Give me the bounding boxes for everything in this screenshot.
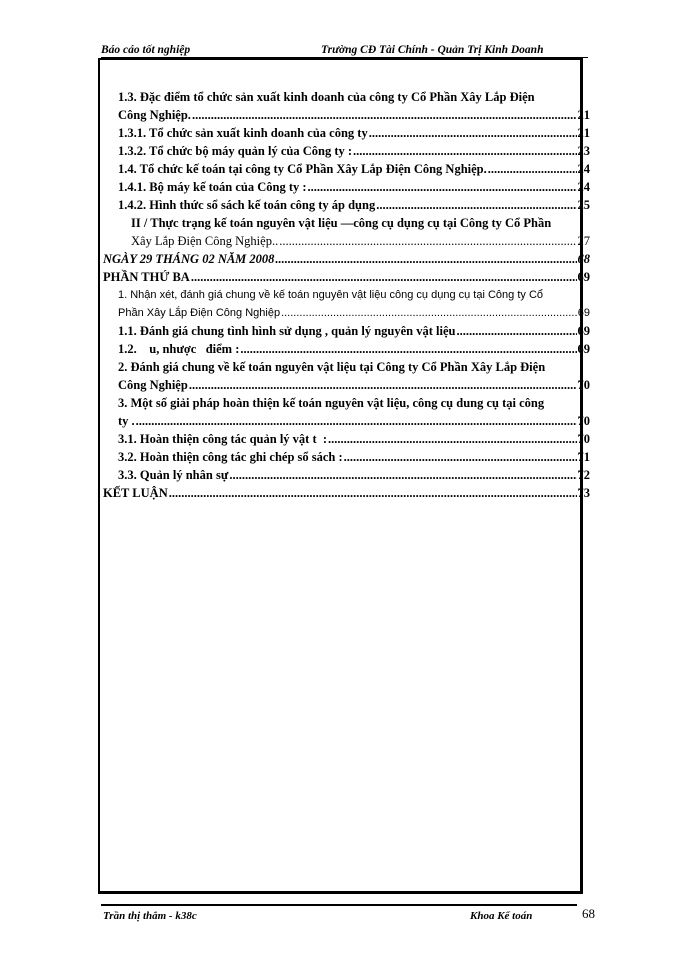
toc-page-number: 24 xyxy=(577,180,590,194)
toc-page-number: 21 xyxy=(577,126,590,140)
toc-entry[interactable]: 1.3. Đặc điểm tổ chức sản xuất kinh doanh của công ty Cổ Phần Xây Lắp Điện xyxy=(118,90,535,104)
table-of-contents xyxy=(103,88,590,502)
toc-page-number: 21 xyxy=(577,108,590,122)
toc-entry[interactable]: 1.1. Đánh giá chung tình hình sử dụng , quản lý nguyên vật liệu ..... 69 xyxy=(103,322,590,340)
page-number: 68 xyxy=(582,906,595,921)
toc-page-number: 72 xyxy=(577,468,590,482)
toc-entry[interactable]: 2. Đánh giá chung về kế toán nguyên vật liệu tại Công ty Cổ Phần Xây Lắp Điện xyxy=(118,360,546,374)
toc-entry[interactable]: 1.4. Tổ chức kế toán tại công ty Cổ Phần Xây Lắp Điện Công Nghiệp. ..... 24 xyxy=(103,160,590,178)
toc-page-number: 69 xyxy=(577,324,590,338)
header-left: Báo cáo tốt nghiệp xyxy=(101,44,191,56)
toc-entry-cont[interactable]: Công Nghiệp. ..... 21 xyxy=(103,106,590,124)
toc-page-number: 70 xyxy=(577,414,590,428)
footer-department: Khoa Kế toán xyxy=(470,910,533,922)
toc-page-number: 69 xyxy=(577,270,590,284)
footer-author: Trần thị thắm - k38c xyxy=(103,910,197,922)
toc-entry[interactable]: NGÀY 29 THÁNG 02 NĂM 2008 ..... 68 xyxy=(103,250,590,268)
toc-entry[interactable]: 3.2. Hoàn thiện công tác ghi chép sổ sách : ..... 71 xyxy=(103,448,590,466)
header-rule xyxy=(101,57,588,58)
toc-page-number: 73 xyxy=(577,486,590,500)
toc-entry-cont[interactable]: Công Nghiệp ..... 70 xyxy=(103,376,590,394)
toc-entry[interactable]: 1. Nhận xét, đánh giá chung về kế toán nguyên vật liệu công cụ dụng cụ tại Công ty Cổ xyxy=(118,289,544,301)
toc-entry[interactable]: 1.4.2. Hình thức sổ sách kế toán công ty áp dụng ..... 25 xyxy=(103,196,590,214)
toc-entry-cont[interactable]: Phần Xây Lắp Điện Công Nghiệp ..... 69 xyxy=(103,304,590,322)
toc-page-number: 24 xyxy=(577,162,590,176)
toc-entry[interactable]: 3. Một số giải pháp hoàn thiện kế toán nguyên vật liệu, công cụ dung cụ tại công xyxy=(118,396,545,410)
toc-entry[interactable]: 1.4.1. Bộ máy kế toán của Công ty : ..... 24 xyxy=(103,178,590,196)
toc-page-number: 68 xyxy=(577,252,590,266)
toc-page-number: 70 xyxy=(577,432,590,446)
toc-page-number: 71 xyxy=(577,450,590,464)
toc-page-number: 69 xyxy=(577,342,590,356)
toc-page-number: 69 xyxy=(577,307,590,319)
toc-entry-cont[interactable]: ty . ..... 70 xyxy=(103,412,590,430)
toc-entry[interactable]: 1.2. u, nhược điểm : ..... 69 xyxy=(103,340,590,358)
toc-page-number: 23 xyxy=(577,144,590,158)
toc-page-number: 25 xyxy=(577,198,590,212)
toc-entry-cont[interactable]: Xây Lắp Điện Công Nghiệp.. ..... 27 xyxy=(103,232,590,250)
toc-entry[interactable]: PHẦN THỨ BA ..... 69 xyxy=(103,268,590,286)
toc-entry[interactable]: 1.3.1. Tổ chức sản xuất kinh doanh của công ty ..... 21 xyxy=(103,124,590,142)
toc-page-number: 70 xyxy=(577,378,590,392)
toc-entry[interactable]: 3.1. Hoàn thiện công tác quản lý vật t : ..... 70 xyxy=(103,430,590,448)
header-right: Trường CĐ Tài Chính - Quản Trị Kinh Doanh xyxy=(321,44,544,56)
toc-entry[interactable]: 3.3. Quản lý nhân sự ..... 72 xyxy=(103,466,590,484)
footer-rule xyxy=(101,904,577,906)
toc-entry[interactable]: II / Thực trạng kế toán nguyên vật liệu —công cụ dụng cụ tại Công ty Cổ Phần xyxy=(131,216,552,230)
toc-entry[interactable]: 1.3.2. Tổ chức bộ máy quản lý của Công ty : ..... 23 xyxy=(103,142,590,160)
toc-entry[interactable]: KẾT LUẬN ..... 73 xyxy=(103,484,590,502)
toc-page-number: 27 xyxy=(577,234,590,248)
